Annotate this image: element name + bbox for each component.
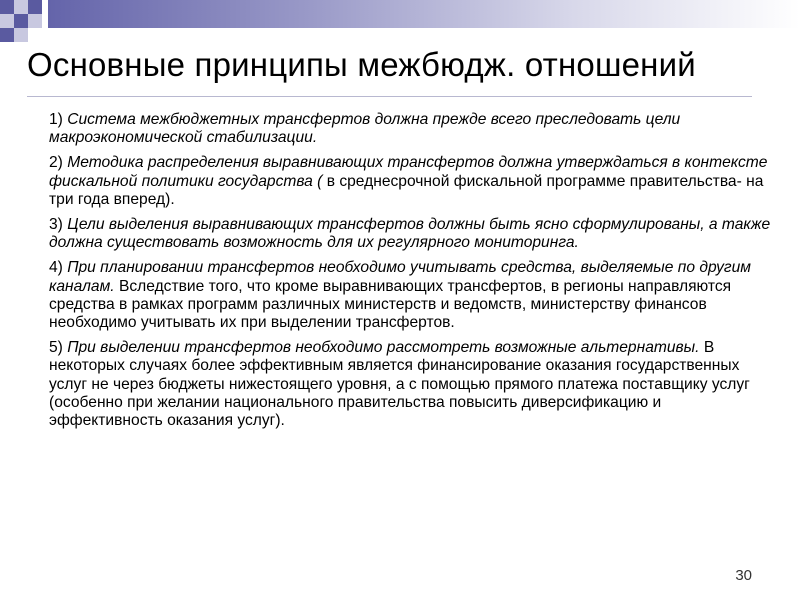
decor-square [28, 14, 42, 28]
item-number: 4) [49, 259, 68, 277]
slide-content [49, 111, 774, 437]
decor-square [28, 0, 42, 14]
principle-item-4 [49, 259, 774, 332]
principle-item-3 [49, 216, 774, 252]
decor-square [14, 28, 28, 42]
slide-title: Основные принципы межбюдж. отношений [27, 46, 696, 83]
decor-square [0, 0, 14, 14]
principle-item-5 [49, 339, 774, 430]
item-number: 5) [49, 339, 68, 357]
item-plain-text: в среднесрочной фискальной программе правительства- на три года вперед). [49, 172, 764, 208]
decor-square [0, 28, 14, 42]
item-italic-text: Цели выделения выравнивающих трансфертов должны быть ясно сформулированы, а также должна существовать возможность для их регулярного мониторинга. [49, 216, 771, 252]
item-italic-text: При выделении трансфертов необходимо рассмотреть возможные альтернативы. [67, 339, 700, 357]
header-gradient-band [48, 0, 800, 28]
principle-item-2 [49, 154, 774, 209]
item-italic-text: Система межбюджетных трансфертов должна прежде всего преследовать цели макроэкономической стабилизации. [49, 111, 681, 147]
decor-square [0, 14, 14, 28]
item-italic-text: При планировании трансфертов необходимо учитывать средства, выделяемые по другим каналам. [49, 259, 751, 295]
item-number: 1) [49, 111, 68, 128]
decor-square [14, 14, 28, 28]
principle-item-1 [49, 111, 774, 147]
item-plain-text: В некоторых случаях более эффективным является финансирование оказания государственных услуг не через бюджеты нижестоящего уровня, а с помощью прямого платежа поставщику услуг (особенно при желании национального правительства повысить диверсификацию и эффективность оказания услуг). [49, 339, 750, 430]
item-number: 2) [49, 154, 68, 172]
item-plain-text: Вследствие того, что кроме выравнивающих трансфертов, в регионы направляются средства в рамках программ различных министерств и ведомств, министерству финансов необходимо учитывать их при выделении трансфертов. [49, 277, 732, 332]
decor-square [14, 0, 28, 14]
page-number: 30 [735, 567, 752, 584]
item-number: 3) [49, 216, 68, 234]
title-divider [27, 96, 752, 97]
item-italic-text: Методика распределения выравнивающих трансфертов должна утверждаться в контексте фискальной политики государства ( [49, 154, 768, 190]
